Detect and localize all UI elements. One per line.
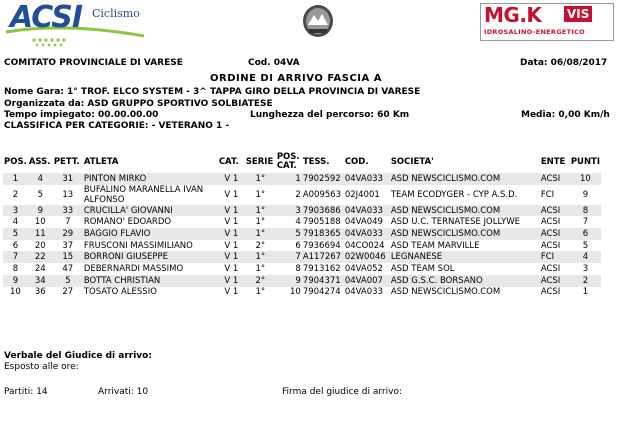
table-row bbox=[3, 228, 601, 240]
table-cell: ACSI bbox=[540, 275, 570, 287]
table-cell: 1 bbox=[3, 173, 28, 185]
col-header: POS. CAT. bbox=[276, 152, 300, 171]
table-cell: 9 bbox=[3, 275, 28, 287]
table-cell: ASD U.C. TERNATESE JOLLYWE bbox=[390, 217, 521, 228]
table-cell: V 1 bbox=[224, 189, 239, 200]
table-cell: BUFALINO MARANELLA IVAN ALFONSO bbox=[83, 184, 204, 205]
col-header: TESS. bbox=[302, 157, 330, 167]
table-cell: 6 bbox=[12, 240, 19, 251]
arrived-count: Arrivati: 10 bbox=[98, 387, 149, 397]
table-cell: V 1 bbox=[224, 263, 239, 274]
table-cell: 1° bbox=[255, 263, 266, 274]
table-cell: 36 bbox=[34, 287, 46, 298]
table-cell: 2 bbox=[570, 275, 601, 287]
center-emblem-logo bbox=[301, 3, 335, 39]
table-cell: 1° bbox=[245, 251, 276, 263]
table-cell: ACSI bbox=[540, 287, 561, 298]
judge-report-label: Verbale del Giudice di arrivo: bbox=[4, 351, 152, 361]
col-header: POS. bbox=[4, 157, 27, 167]
judge-signature-label: Firma del giudice di arrivo: bbox=[282, 387, 402, 397]
table-cell: 2 bbox=[295, 189, 301, 200]
table-cell: 04VA007 bbox=[344, 275, 390, 287]
table-cell: V 1 bbox=[218, 251, 245, 263]
table-cell: 04VA049 bbox=[344, 217, 383, 228]
table-cell: 1° bbox=[245, 173, 276, 185]
table-cell: 33 bbox=[53, 205, 83, 217]
emblem-icon bbox=[301, 3, 335, 39]
table-cell: V 1 bbox=[224, 240, 239, 251]
table-cell: V 1 bbox=[224, 287, 239, 298]
table-cell: 04VA033 bbox=[344, 287, 383, 298]
col-header: SOCIETA' bbox=[390, 157, 434, 167]
table-cell: 5 bbox=[53, 275, 83, 287]
table-cell: 02J4001 bbox=[344, 189, 380, 200]
ciclismo-logo-text: Ciclismo bbox=[92, 7, 140, 20]
table-cell: ACSI bbox=[540, 263, 561, 274]
table-cell: 7918365 bbox=[302, 228, 344, 240]
acsi-logo-text: ACSI bbox=[10, 0, 83, 35]
table-cell: 5 bbox=[582, 240, 589, 251]
classification: CLASSIFICA PER CATEGORIE: - VETERANO 1 - bbox=[4, 121, 230, 131]
table-cell: ACSI bbox=[540, 240, 561, 251]
table-row bbox=[3, 275, 601, 287]
table-cell: 7903686 bbox=[302, 205, 344, 217]
table-cell: 7913162 bbox=[302, 263, 341, 274]
table-cell: V 1 bbox=[224, 217, 239, 228]
table-cell: 7 bbox=[65, 217, 71, 228]
table-cell: 7904274 bbox=[302, 287, 341, 298]
table-cell: TEAM ECODYGER - CYP A.S.D. bbox=[390, 189, 518, 200]
table-cell: ASD TEAM SOL bbox=[390, 263, 455, 274]
table-cell: 04VA033 bbox=[344, 228, 390, 240]
table-cell: 04CO024 bbox=[344, 240, 385, 251]
mgkvis-logo-subtitle: IDROSALINO-ENERGETICO bbox=[484, 28, 585, 36]
average-speed: Media: 0,00 Km/h bbox=[521, 110, 610, 120]
course-length: Lunghezza del percorso: 60 Km bbox=[250, 110, 410, 120]
table-cell: 7 bbox=[276, 251, 302, 263]
table-cell: FCI bbox=[540, 189, 555, 200]
table-cell: DEBERNARDI MASSIMO bbox=[83, 263, 184, 274]
started-count: Partiti: 14 bbox=[4, 387, 48, 397]
table-cell: 4 bbox=[570, 251, 601, 263]
table-cell: ACSI bbox=[540, 228, 570, 240]
results-table bbox=[3, 151, 601, 298]
table-cell: 1° bbox=[245, 228, 276, 240]
table-cell: 47 bbox=[62, 263, 74, 274]
table-cell: FRUSCONI MASSIMILIANO bbox=[83, 240, 193, 251]
table-cell: 7904371 bbox=[302, 275, 344, 287]
table-cell: 4 bbox=[295, 217, 301, 228]
col-header: PETT. bbox=[53, 157, 80, 167]
table-cell: 10 bbox=[570, 173, 601, 185]
table-cell: 1 bbox=[582, 287, 589, 298]
table-cell: 8 bbox=[12, 263, 19, 274]
table-cell: 1° bbox=[255, 189, 266, 200]
table-cell: 11 bbox=[28, 228, 53, 240]
table-cell: 6 bbox=[295, 240, 301, 251]
table-cell: 7 bbox=[582, 217, 589, 228]
table-cell: ASD NEWSCICLISMO.COM bbox=[390, 205, 540, 217]
table-cell: FCI bbox=[540, 251, 570, 263]
table-cell: 34 bbox=[28, 275, 53, 287]
table-cell: V 1 bbox=[218, 173, 245, 185]
col-header: ASS. bbox=[28, 157, 51, 167]
table-cell: 3 bbox=[276, 205, 302, 217]
table-cell: 3 bbox=[3, 205, 28, 217]
table-cell: 5 bbox=[37, 189, 44, 200]
committee-name: COMITATO PROVINCIALE DI VARESE bbox=[4, 58, 183, 68]
table-cell: LEGNANESE bbox=[390, 251, 540, 263]
table-cell: ASD NEWSCICLISMO.COM bbox=[390, 287, 501, 298]
table-cell: 4 bbox=[12, 217, 19, 228]
col-header: PUNTI bbox=[570, 157, 601, 167]
table-cell: BAGGIO FLAVIO bbox=[83, 228, 218, 240]
page-title: ORDINE DI ARRIVO FASCIA A bbox=[210, 73, 382, 84]
table-cell: ASD G.S.C. BORSANO bbox=[390, 275, 540, 287]
table-cell: V 1 bbox=[218, 205, 245, 217]
table-cell: 24 bbox=[34, 263, 46, 274]
table-cell: 1° bbox=[245, 205, 276, 217]
table-cell: 7 bbox=[3, 251, 28, 263]
table-cell: 9 bbox=[582, 189, 589, 200]
table-row bbox=[3, 216, 601, 228]
table-cell: BOTTA CHRISTIAN bbox=[83, 275, 218, 287]
col-header: ATLETA bbox=[83, 157, 119, 167]
table-cell: 7902592 bbox=[302, 173, 344, 185]
table-cell: A117267 bbox=[302, 251, 344, 263]
table-cell: 1° bbox=[255, 287, 266, 298]
table-cell: 2 bbox=[12, 189, 19, 200]
table-cell: ASD NEWSCICLISMO.COM bbox=[390, 173, 540, 185]
table-cell: ACSI bbox=[540, 173, 570, 185]
race-name: Nome Gara: 1° TROF. ELCO SYSTEM - 3^ TAPPA GIRO DELLA PROVINCIA DI VARESE bbox=[4, 87, 421, 97]
table-cell: ASD NEWSCICLISMO.COM bbox=[390, 228, 540, 240]
table-row bbox=[3, 287, 601, 299]
col-header: CAT. bbox=[218, 157, 239, 167]
table-cell: 4 bbox=[28, 173, 53, 185]
table-row bbox=[3, 263, 601, 275]
table-cell: 04VA052 bbox=[344, 263, 383, 274]
table-cell: 8 bbox=[295, 263, 301, 274]
col-header: ENTE bbox=[540, 157, 566, 167]
table-cell: 7905188 bbox=[302, 217, 341, 228]
table-cell: 20 bbox=[34, 240, 46, 251]
table-cell: ACSI bbox=[540, 205, 570, 217]
table-cell: ASD TEAM MARVILLE bbox=[390, 240, 480, 251]
table-cell: ACSI bbox=[540, 217, 561, 228]
table-row bbox=[3, 251, 601, 263]
organizer: Organizzata da: ASD GRUPPO SPORTIVO SOLBIATESE bbox=[4, 99, 273, 109]
table-cell: 6 bbox=[570, 228, 601, 240]
table-cell: 3 bbox=[582, 263, 589, 274]
table-cell: 2° bbox=[245, 275, 276, 287]
table-cell: 1 bbox=[276, 173, 302, 185]
table-cell: 10 bbox=[9, 287, 21, 298]
table-cell: 10 bbox=[34, 217, 46, 228]
table-cell: 5 bbox=[276, 228, 302, 240]
table-row bbox=[3, 185, 601, 205]
table-cell: 9 bbox=[28, 205, 53, 217]
table-cell: 2° bbox=[255, 240, 266, 251]
table-cell: V 1 bbox=[218, 228, 245, 240]
table-cell: 04VA033 bbox=[344, 173, 390, 185]
table-cell: ROMANO' EDOARDO bbox=[83, 217, 172, 228]
table-cell: 5 bbox=[3, 228, 28, 240]
table-cell: 29 bbox=[53, 228, 83, 240]
table-row bbox=[3, 240, 601, 252]
table-cell: CRUCILLA' GIOVANNI bbox=[83, 205, 218, 217]
table-cell: BORRONI GIUSEPPE bbox=[83, 251, 218, 263]
table-cell: V 1 bbox=[218, 275, 245, 287]
posted-time-label: Esposto alle ore: bbox=[4, 362, 79, 372]
table-cell: 8 bbox=[570, 205, 601, 217]
mgkvis-logo-vis: VIS bbox=[564, 6, 592, 22]
table-header-row bbox=[3, 151, 601, 173]
committee-code: Cod. 04VA bbox=[248, 58, 300, 68]
table-cell: 02W0046 bbox=[344, 251, 390, 263]
table-row bbox=[3, 205, 601, 217]
table-cell: 10 bbox=[289, 287, 301, 298]
table-cell: 15 bbox=[53, 251, 83, 263]
table-cell: 04VA033 bbox=[344, 205, 390, 217]
table-cell: 7936694 bbox=[302, 240, 341, 251]
col-header: COD. bbox=[344, 157, 369, 167]
time-taken: Tempo impiegato: 00.00.00.00 bbox=[4, 110, 159, 120]
table-cell: 1° bbox=[255, 217, 266, 228]
table-cell: 37 bbox=[62, 240, 74, 251]
table-cell: A009563 bbox=[302, 189, 342, 200]
mgkvis-logo-text: MG.K bbox=[484, 3, 542, 27]
table-cell: 31 bbox=[53, 173, 83, 185]
table-row bbox=[3, 173, 601, 185]
table-cell: 9 bbox=[276, 275, 302, 287]
table-cell: PINTON MIRKO bbox=[83, 173, 218, 185]
table-cell: 13 bbox=[62, 189, 74, 200]
race-date: Data: 06/08/2017 bbox=[520, 58, 608, 68]
table-cell: 27 bbox=[62, 287, 74, 298]
table-cell: 22 bbox=[28, 251, 53, 263]
col-header: SERIE bbox=[245, 157, 274, 167]
table-cell: TOSATO ALESSIO bbox=[83, 287, 157, 298]
